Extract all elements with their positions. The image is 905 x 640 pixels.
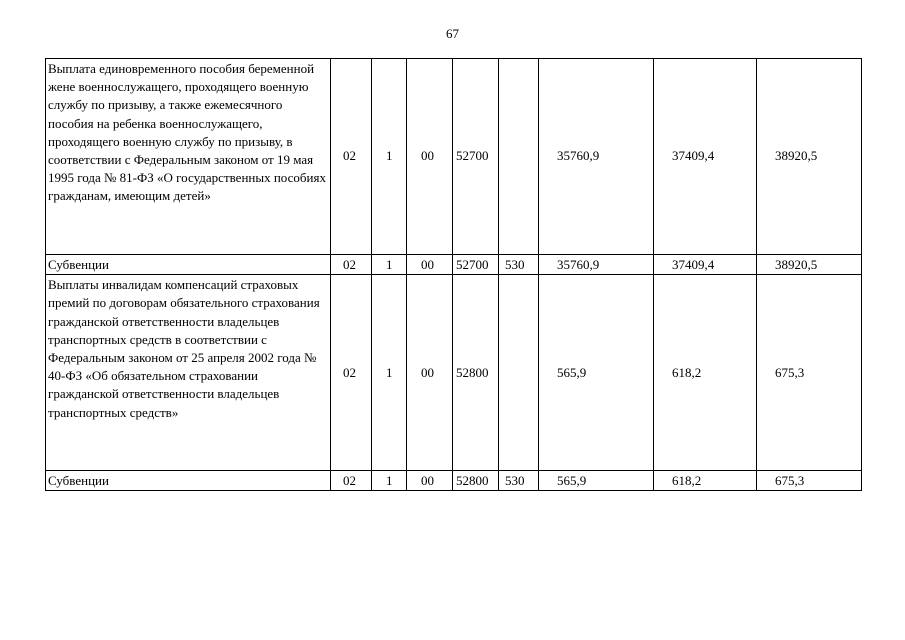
amount-year-1: 565,9 [539, 471, 654, 491]
target-code: 52700 [453, 255, 499, 275]
amount-year-3: 675,3 [757, 471, 862, 491]
row-description: Выплата единовременного пособия беременной жене военнослужащего, проходящего военную службу по призыву, а также ежемесячного пособия на ребенка военнослужащего, проходящего военную службу по призыву, в соответствии с Федеральным законом от 19 мая 1995 года № 81-ФЗ «О государственных пособиях гражданам, имеющим детей» [46, 59, 331, 255]
target-code: 52800 [453, 471, 499, 491]
subprogram-code: 1 [372, 471, 407, 491]
amount-year-3: 675,3 [757, 275, 862, 471]
amount-year-2: 37409,4 [654, 255, 757, 275]
amount-year-2: 618,2 [654, 471, 757, 491]
amount-year-2: 37409,4 [654, 59, 757, 255]
expense-kind-code [499, 59, 539, 255]
program-code: 00 [407, 255, 453, 275]
budget-table [45, 58, 862, 491]
row-description: Выплаты инвалидам компенсаций страховых премий по договорам обязательного страхования гражданской ответственности владельцев транспортных средств в соответствии с Федеральным законом от 25 апреля 2002 года № 40-ФЗ «Об обязательном страховании гражданской ответственности владельцев транспортных средств» [46, 275, 331, 471]
page-number: 67 [446, 26, 459, 41]
table-row [46, 275, 862, 471]
section-code: 02 [331, 471, 372, 491]
amount-year-2: 618,2 [654, 275, 757, 471]
subprogram-code: 1 [372, 59, 407, 255]
amount-year-1: 565,9 [539, 275, 654, 471]
target-code: 52800 [453, 275, 499, 471]
program-code: 00 [407, 59, 453, 255]
subprogram-code: 1 [372, 275, 407, 471]
row-description: Субвенции [46, 471, 331, 491]
program-code: 00 [407, 471, 453, 491]
section-code: 02 [331, 275, 372, 471]
expense-kind-code: 530 [499, 255, 539, 275]
amount-year-1: 35760,9 [539, 59, 654, 255]
expense-kind-code [499, 275, 539, 471]
row-description: Субвенции [46, 255, 331, 275]
expense-kind-code: 530 [499, 471, 539, 491]
section-code: 02 [331, 255, 372, 275]
amount-year-1: 35760,9 [539, 255, 654, 275]
amount-year-3: 38920,5 [757, 59, 862, 255]
subprogram-code: 1 [372, 255, 407, 275]
amount-year-3: 38920,5 [757, 255, 862, 275]
target-code: 52700 [453, 59, 499, 255]
table-row [46, 471, 862, 491]
section-code: 02 [331, 59, 372, 255]
table-row [46, 255, 862, 275]
program-code: 00 [407, 275, 453, 471]
table-row [46, 59, 862, 255]
